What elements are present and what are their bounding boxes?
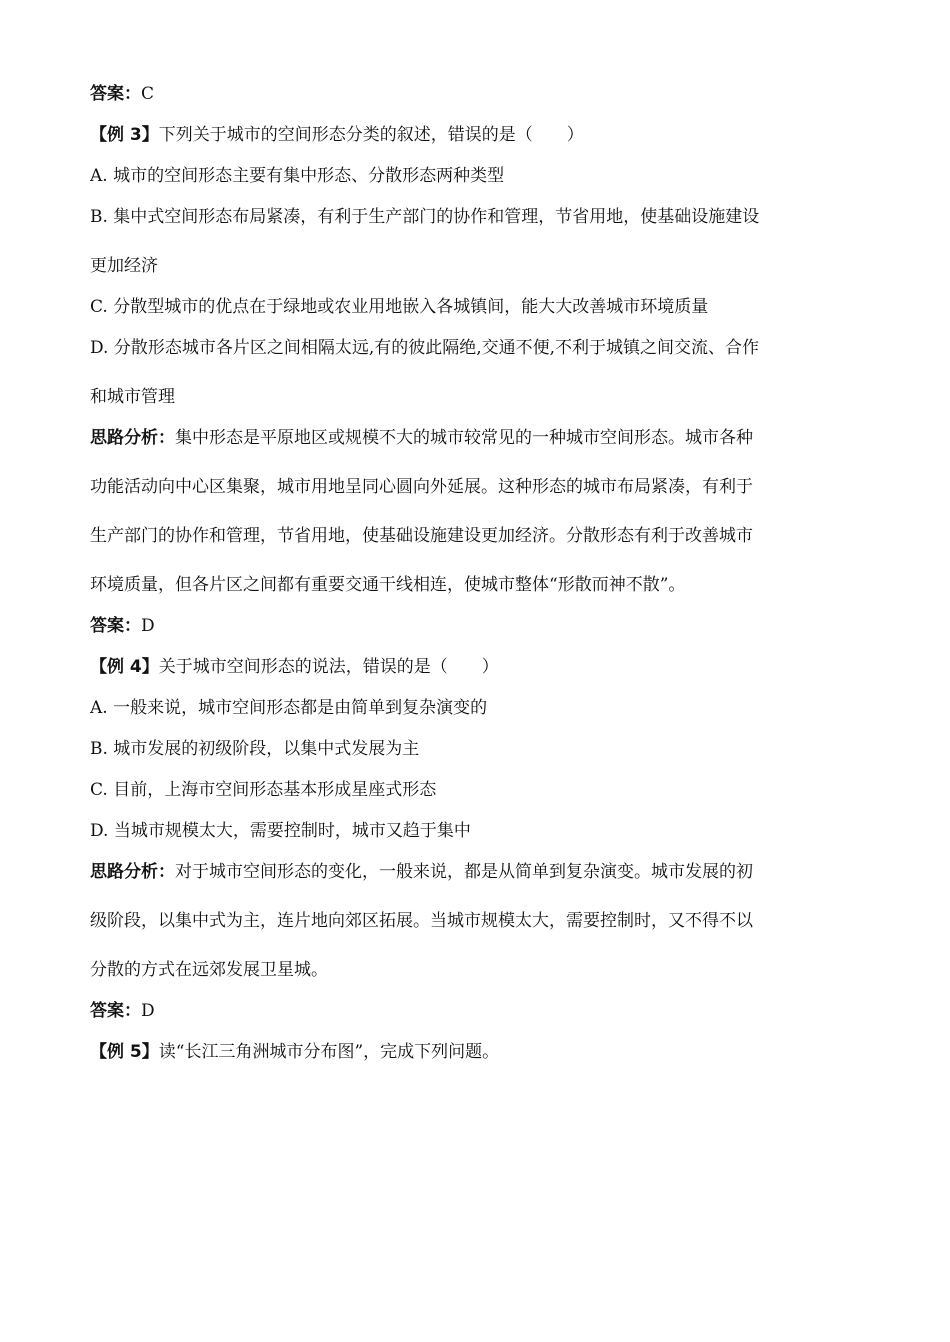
question-label: 【例 5】 xyxy=(90,1042,159,1062)
answer-label: 答案： xyxy=(90,1001,141,1021)
answer-label: 答案： xyxy=(90,616,141,636)
document-page xyxy=(90,82,870,1081)
answer-line xyxy=(90,999,870,1023)
analysis-label: 思路分析： xyxy=(90,428,175,448)
answer-value: D xyxy=(141,1001,155,1021)
answer-line xyxy=(90,82,870,106)
analysis-line-1 xyxy=(90,426,870,450)
question-line-example-4 xyxy=(90,655,870,679)
question-text: 下列关于城市的空间形态分类的叙述，错误的是（ ） xyxy=(158,125,584,145)
analysis-line-4: 环境质量，但各片区之间都有重要交通干线相连，使城市整体“形散而神不散”。 xyxy=(90,575,686,595)
analysis-line-3: 分散的方式在远郊发展卫星城。 xyxy=(90,960,328,980)
question-label: 【例 4】 xyxy=(90,657,159,677)
option-b-line-2: 更加经济 xyxy=(90,256,158,276)
option-c: C. 分散型城市的优点在于绿地或农业用地嵌入各城镇间，能大大改善城市环境质量 xyxy=(90,297,709,317)
option-d-line-2: 和城市管理 xyxy=(90,387,175,407)
answer-value: D xyxy=(141,616,155,636)
question-line-example-5 xyxy=(90,1040,870,1064)
option-c: C. 目前，上海市空间形态基本形成星座式形态 xyxy=(90,780,437,800)
option-b: B. 城市发展的初级阶段，以集中式发展为主 xyxy=(90,739,420,759)
answer-label: 答案： xyxy=(90,84,141,104)
analysis-line-2: 级阶段，以集中式为主，连片地向郊区拓展。当城市规模太大，需要控制时，又不得不以 xyxy=(90,911,753,931)
option-d: D. 当城市规模太大，需要控制时，城市又趋于集中 xyxy=(90,821,471,841)
question-label: 【例 3】 xyxy=(90,125,159,145)
option-a: A. 一般来说，城市空间形态都是由简单到复杂演变的 xyxy=(90,698,488,718)
option-d-line-1: D. 分散形态城市各片区之间相隔太远,有的彼此隔绝,交通不便,不利于城镇之间交流、合作 xyxy=(90,338,760,358)
analysis-label: 思路分析： xyxy=(90,862,175,882)
analysis-line-3: 生产部门的协作和管理，节省用地，使基础设施建设更加经济。分散形态有利于改善城市 xyxy=(90,526,753,546)
question-text: 读“长江三角洲城市分布图”，完成下列问题。 xyxy=(158,1042,500,1062)
analysis-text: 集中形态是平原地区或规模不大的城市较常见的一种城市空间形态。城市各种 xyxy=(175,428,753,448)
option-b-line-1: B. 集中式空间形态布局紧凑，有利于生产部门的协作和管理，节省用地，使基础设施建设 xyxy=(90,207,760,227)
question-line-example-3 xyxy=(90,123,870,147)
analysis-line-1 xyxy=(90,860,870,884)
option-a: A. 城市的空间形态主要有集中形态、分散形态两种类型 xyxy=(90,166,505,186)
answer-value: C xyxy=(141,84,155,104)
question-text: 关于城市空间形态的说法，错误的是（ ） xyxy=(158,657,499,677)
analysis-line-2: 功能活动向中心区集聚，城市用地呈同心圆向外延展。这种形态的城市布局紧凑，有利于 xyxy=(90,477,753,497)
analysis-text: 对于城市空间形态的变化，一般来说，都是从简单到复杂演变。城市发展的初 xyxy=(175,862,753,882)
answer-line xyxy=(90,614,870,638)
